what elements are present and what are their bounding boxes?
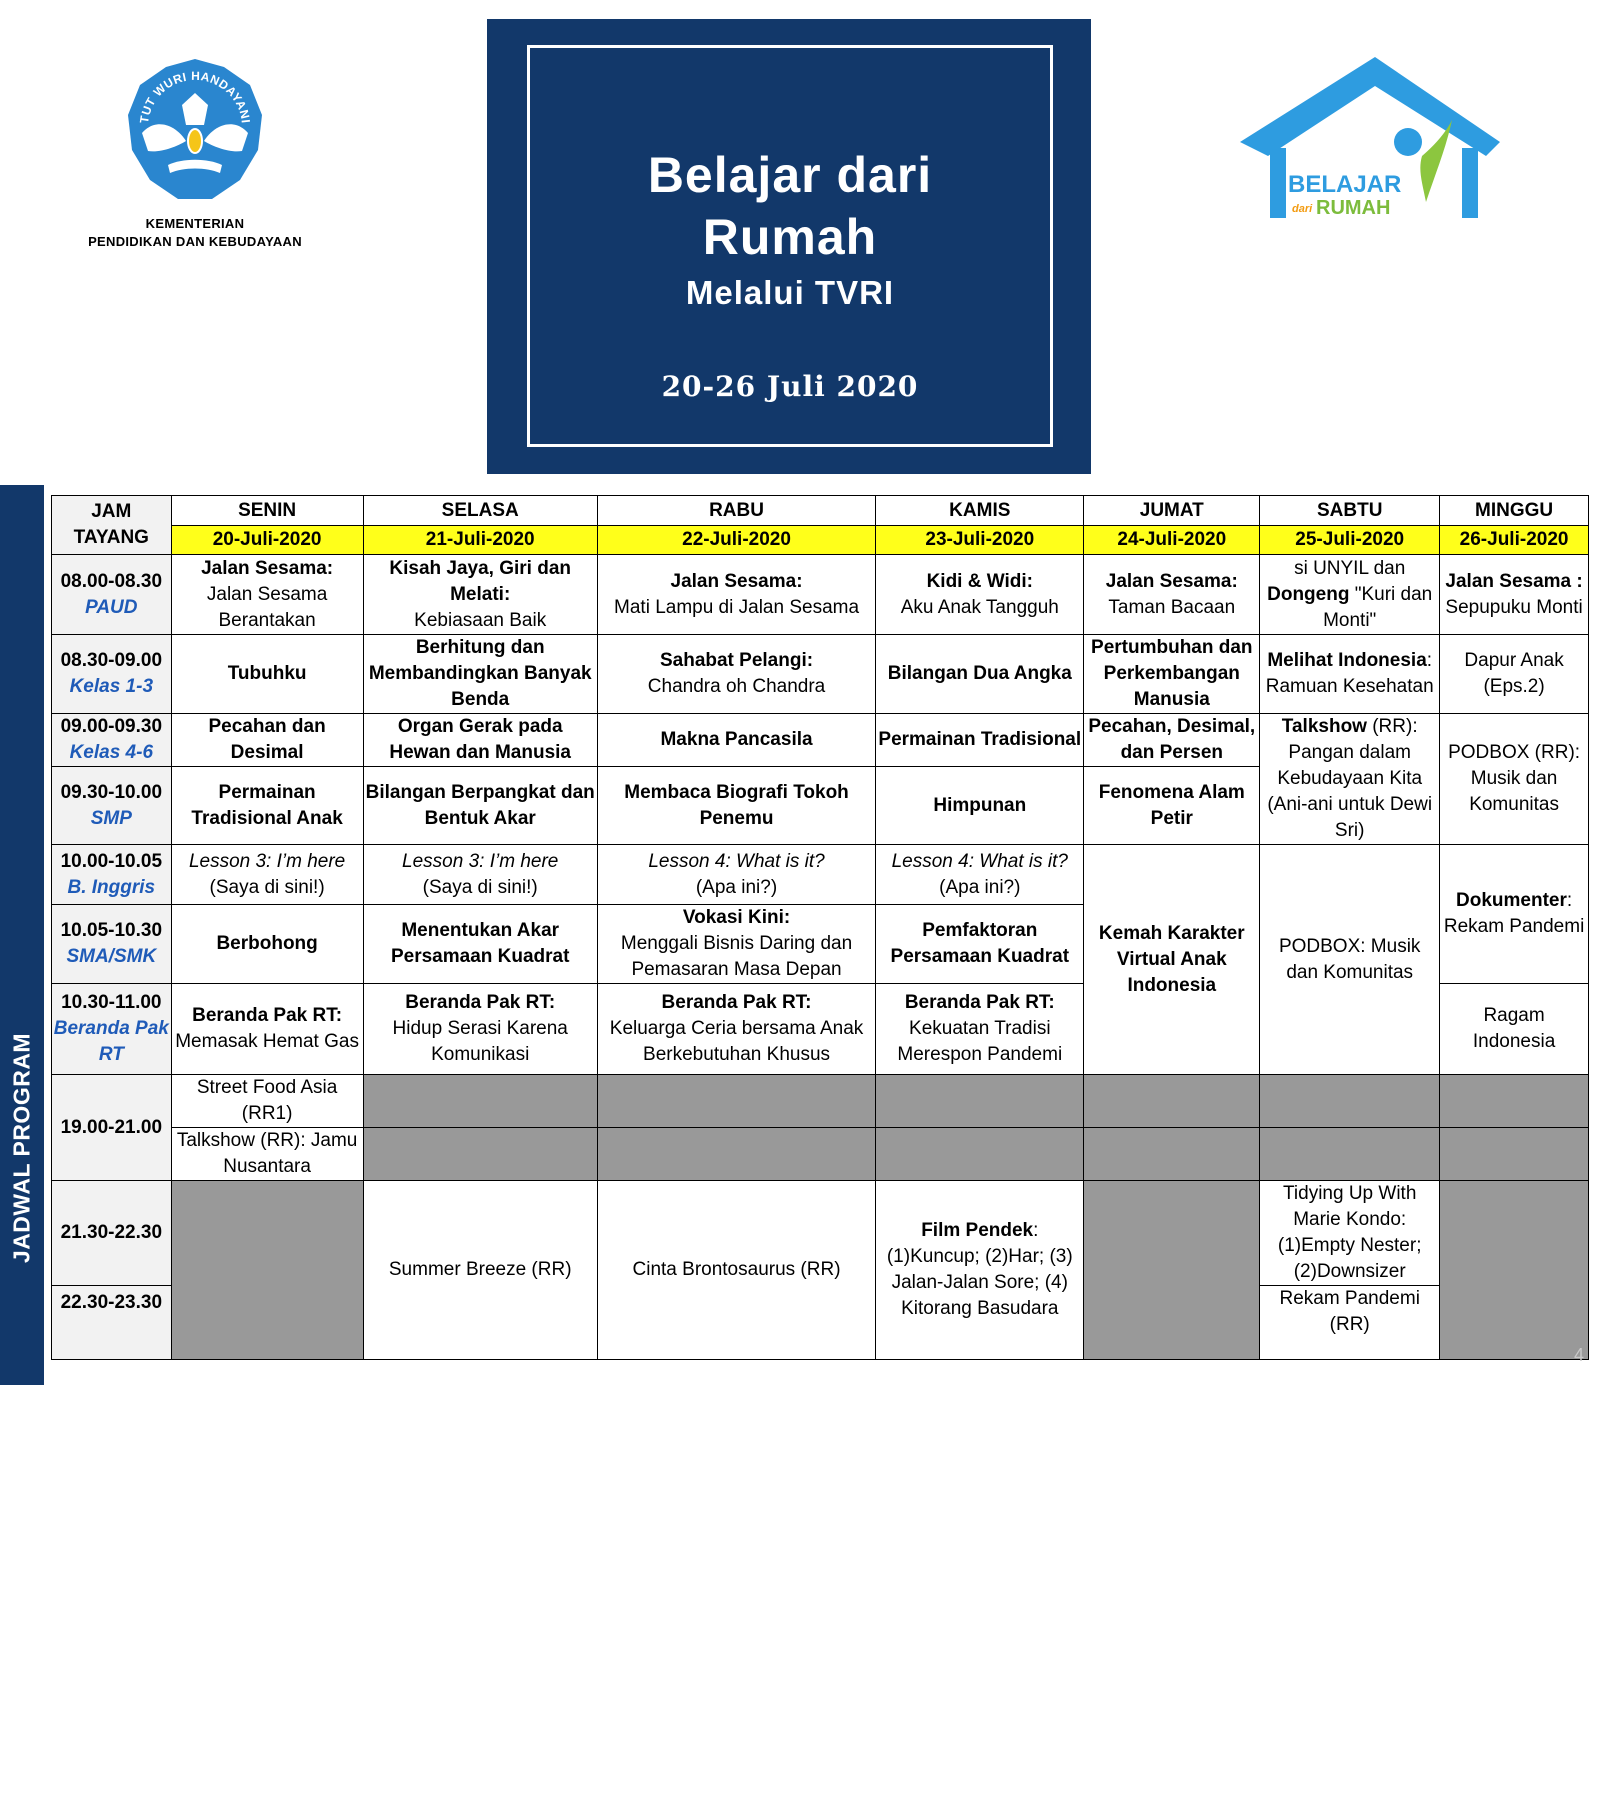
empty-cell	[1084, 1075, 1260, 1128]
program-cell: Rekam Pandemi (RR)	[1260, 1286, 1440, 1360]
program-cell: Permainan Tradisional	[876, 714, 1084, 767]
program-desc: Kebiasaan Baik	[414, 609, 547, 631]
ministry-logo	[70, 55, 320, 251]
program-desc: Mati Lampu di Jalan Sesama	[614, 596, 860, 618]
empty-cell	[363, 1128, 597, 1181]
slot-time: 10.30-11.00	[61, 992, 162, 1013]
program-title: Beranda Pak RT:	[904, 992, 1055, 1013]
logo-word-rumah: RUMAH	[1316, 197, 1391, 219]
program-title: Sahabat Pelangi:	[659, 650, 814, 671]
day-senin: SENIN	[171, 496, 363, 526]
program-cell: Organ Gerak pada Hewan dan Manusia	[363, 714, 597, 767]
date-kamis: 23-Juli-2020	[876, 526, 1084, 555]
sidebar-title: JADWAL PROGRAM	[8, 1032, 35, 1264]
slot-level: Kelas 1-3	[69, 676, 154, 697]
program-cell: PODBOX: Musik dan Komunitas	[1260, 845, 1440, 1075]
program-cell: Talkshow (RR): Jamu Nusantara	[171, 1128, 363, 1181]
program-desc: Chandra oh Chandra	[647, 676, 826, 697]
table-row	[52, 1181, 1589, 1286]
slot-level: SMP	[90, 807, 132, 829]
program-desc: Kekuatan Tradisi Merespon Pandemi	[897, 1018, 1063, 1065]
time-slot	[52, 1075, 172, 1181]
program-cell: Kemah Karakter Virtual Anak Indonesia	[1084, 845, 1260, 1075]
program-cell: Bilangan Berpangkat dan Bentuk Akar	[363, 767, 597, 845]
program-title: Lesson 4: What is it?	[648, 850, 825, 872]
program-title: Talkshow	[1281, 716, 1367, 737]
program-cell	[1260, 555, 1440, 635]
program-desc: : Ramuan Kesehatan	[1265, 650, 1434, 697]
table-row	[52, 1128, 1589, 1181]
program-desc: (Saya di sini!)	[209, 876, 325, 898]
program-cell	[363, 555, 597, 635]
program-cell: Tidying Up With Marie Kondo: (1)Empty Nester; (2)Downsizer	[1260, 1181, 1440, 1286]
program-title: Beranda Pak RT:	[405, 992, 556, 1013]
program-cell: Makna Pancasila	[597, 714, 875, 767]
program-desc: (RR): Pangan dalam Kebudayaan Kita (Ani-ani untuk Dewi Sri)	[1267, 716, 1433, 841]
table-row	[52, 635, 1589, 714]
program-cell: Pemfaktoran Persamaan Kuadrat	[876, 905, 1084, 984]
slot-level: Kelas 4-6	[69, 742, 154, 763]
program-cell	[171, 845, 363, 905]
slot-time: 21.30-22.30	[60, 1222, 163, 1243]
empty-cell	[876, 1075, 1084, 1128]
empty-cell	[363, 1075, 597, 1128]
date-senin: 20-Juli-2020	[171, 526, 363, 555]
date-rabu: 22-Juli-2020	[597, 526, 875, 555]
program-cell: Membaca Biografi Tokoh Penemu	[597, 767, 875, 845]
title-line-1: Belajar dari	[647, 147, 933, 203]
program-cell: Bilangan Dua Angka	[876, 635, 1084, 714]
jam-header-line-1: JAM	[91, 501, 132, 522]
program-cell	[876, 984, 1084, 1075]
program-cell	[597, 905, 875, 984]
program-title: Jalan Sesama :	[1445, 570, 1583, 592]
program-cell	[363, 984, 597, 1075]
ministry-line-1: KEMENTERIAN	[145, 216, 245, 231]
ministry-line-2: PENDIDIKAN DAN KEBUDAYAAN	[88, 234, 302, 249]
program-desc: (Saya di sini!)	[422, 876, 538, 898]
date-jumat: 24-Juli-2020	[1084, 526, 1260, 555]
day-kamis: KAMIS	[876, 496, 1084, 526]
table-row	[52, 555, 1589, 635]
empty-cell	[876, 1128, 1084, 1181]
table-row	[52, 1075, 1589, 1128]
program-cell: Pertumbuhan dan Perkembangan Manusia	[1084, 635, 1260, 714]
slot-level: SMA/SMK	[66, 946, 157, 967]
title-frame	[527, 45, 1053, 447]
program-title: Dongeng	[1267, 583, 1350, 605]
time-slot	[52, 845, 172, 905]
program-cell: Berhitung dan Membandingkan Banyak Benda	[363, 635, 597, 714]
program-cell	[1440, 555, 1589, 635]
day-minggu: MINGGU	[1440, 496, 1589, 526]
program-cell: Himpunan	[876, 767, 1084, 845]
slot-level: B. Inggris	[67, 876, 156, 898]
program-cell	[597, 845, 875, 905]
day-rabu: RABU	[597, 496, 875, 526]
time-slot	[52, 767, 172, 845]
slot-time: 10.00-10.05	[60, 850, 163, 872]
empty-cell	[171, 1181, 363, 1360]
title-line-2: Rumah	[702, 209, 878, 265]
slot-time: 09.30-10.00	[60, 781, 163, 803]
time-slot	[52, 635, 172, 714]
program-desc: Keluarga Ceria bersama Anak Berkebutuhan Khusus	[609, 1018, 864, 1065]
date-range: 20-26 Juli 2020	[661, 370, 919, 403]
belajar-dari-rumah-logo	[1240, 52, 1510, 237]
page-number: 4	[1574, 1345, 1585, 1365]
slot-time: 10.05-10.30	[60, 920, 163, 941]
program-cell	[1260, 714, 1440, 845]
program-desc: (Apa ini?)	[939, 876, 1021, 898]
empty-cell	[1440, 1075, 1589, 1128]
day-sabtu: SABTU	[1260, 496, 1440, 526]
sidebar-band	[0, 485, 44, 1804]
program-title: Film Pendek	[921, 1220, 1034, 1241]
program-desc: Menggali Bisnis Daring dan Pemasaran Masa Depan	[620, 933, 853, 980]
time-slot	[52, 1181, 172, 1286]
program-title: Lesson 3: I’m here	[188, 850, 346, 872]
program-cell: Fenomena Alam Petir	[1084, 767, 1260, 845]
program-title: Jalan Sesama:	[670, 570, 803, 592]
title-panel	[487, 19, 1091, 474]
program-title: Lesson 3: I’m here	[402, 850, 559, 872]
empty-cell	[1084, 1128, 1260, 1181]
program-title: Lesson 4: What is it?	[891, 850, 1068, 872]
empty-cell	[597, 1075, 875, 1128]
time-slot	[52, 555, 172, 635]
day-jumat: JUMAT	[1084, 496, 1260, 526]
time-slot	[52, 1286, 172, 1360]
table-row	[52, 714, 1589, 767]
program-title: Melihat Indonesia	[1267, 650, 1427, 671]
program-cell	[1084, 555, 1260, 635]
program-cell: Permainan Tradisional Anak	[171, 767, 363, 845]
slot-time: 08.30-09.00	[60, 650, 163, 671]
jam-tayang-header	[52, 496, 172, 555]
subtitle: Melalui TVRI	[685, 274, 895, 311]
schedule-table	[51, 495, 1589, 1360]
program-desc: "Kuri dan Monti"	[1323, 583, 1433, 631]
date-header-row	[52, 526, 1589, 555]
program-cell	[1440, 845, 1589, 984]
program-cell	[1260, 635, 1440, 714]
tut-wuri-handayani-emblem-icon	[120, 55, 270, 205]
program-cell	[171, 984, 363, 1075]
program-cell: Tubuhku	[171, 635, 363, 714]
program-title: Vokasi Kini:	[682, 907, 791, 928]
program-cell	[171, 555, 363, 635]
empty-cell	[597, 1128, 875, 1181]
program-title: Kisah Jaya, Giri dan Melati:	[389, 557, 572, 605]
program-cell	[876, 1181, 1084, 1360]
day-selasa: SELASA	[363, 496, 597, 526]
time-slot	[52, 714, 172, 767]
slot-time: 09.00-09.30	[60, 716, 163, 737]
logo-word-dari: dari	[1292, 203, 1313, 215]
sidebar-note: *Materi dan jadwal dapat berubah sewaktu-waktu	[11, 1432, 30, 1804]
slot-time: 08.00-08.30	[60, 570, 163, 592]
program-cell: Ragam Indonesia	[1440, 984, 1589, 1075]
svg-text:TUT WURI HANDAYANI: TUT WURI HANDAYANI	[137, 68, 253, 125]
program-title: Beranda Pak RT:	[661, 992, 812, 1013]
program-desc: Taman Bacaan	[1108, 596, 1236, 618]
program-title: Kidi & Widi:	[926, 570, 1033, 592]
program-desc: : (1)Kuncup; (2)Har; (3) Jalan-Jalan Sore; (4) Kitorang Basudara	[886, 1220, 1073, 1319]
slot-level: PAUD	[85, 596, 138, 618]
program-cell: PODBOX (RR): Musik dan Komunitas	[1440, 714, 1589, 845]
program-cell: Dapur Anak (Eps.2)	[1440, 635, 1589, 714]
time-slot	[52, 984, 172, 1075]
slot-time: 22.30-23.30	[60, 1292, 163, 1313]
time-slot	[52, 905, 172, 984]
empty-cell	[1084, 1181, 1260, 1360]
empty-cell	[1260, 1075, 1440, 1128]
logo-word-belajar: BELAJAR	[1288, 171, 1402, 198]
program-cell: Summer Breeze (RR)	[363, 1181, 597, 1360]
empty-cell	[1440, 1128, 1589, 1181]
program-desc: Jalan Sesama Berantakan	[206, 583, 328, 631]
program-cell	[597, 555, 875, 635]
program-cell: Pecahan, Desimal, dan Persen	[1084, 714, 1260, 767]
slot-level: Beranda Pak RT	[53, 1018, 169, 1065]
program-cell	[876, 845, 1084, 905]
program-desc: Aku Anak Tangguh	[900, 596, 1059, 618]
program-title: Jalan Sesama:	[1105, 570, 1238, 592]
program-desc: : Rekam Pandemi	[1443, 890, 1585, 937]
day-header-row	[52, 496, 1589, 526]
program-cell	[597, 635, 875, 714]
program-cell: Berbohong	[171, 905, 363, 984]
program-title: Jalan Sesama:	[201, 557, 334, 579]
program-desc: si UNYIL dan	[1294, 557, 1406, 579]
program-cell: Cinta Brontosaurus (RR)	[597, 1181, 875, 1360]
house-logo-icon	[1240, 52, 1510, 232]
date-sabtu: 25-Juli-2020	[1260, 526, 1440, 555]
date-minggu: 26-Juli-2020	[1440, 526, 1589, 555]
program-cell	[363, 845, 597, 905]
slot-time: 19.00-21.00	[60, 1116, 163, 1138]
program-title: Dokumenter	[1456, 890, 1567, 911]
program-desc: Memasak Hemat Gas	[175, 1031, 359, 1052]
date-selasa: 21-Juli-2020	[363, 526, 597, 555]
table-row	[52, 845, 1589, 905]
program-desc: Hidup Serasi Karena Komunikasi	[392, 1018, 568, 1065]
program-title: Beranda Pak RT:	[192, 1005, 343, 1026]
program-desc: Sepupuku Monti	[1445, 596, 1583, 618]
program-cell: Street Food Asia (RR1)	[171, 1075, 363, 1128]
program-cell: Pecahan dan Desimal	[171, 714, 363, 767]
jam-header-line-2: TAYANG	[73, 527, 149, 548]
empty-cell	[1260, 1128, 1440, 1181]
program-desc: (Apa ini?)	[695, 876, 778, 898]
empty-cell	[1440, 1181, 1589, 1360]
program-cell: Menentukan Akar Persamaan Kuadrat	[363, 905, 597, 984]
program-cell	[876, 555, 1084, 635]
program-cell	[597, 984, 875, 1075]
